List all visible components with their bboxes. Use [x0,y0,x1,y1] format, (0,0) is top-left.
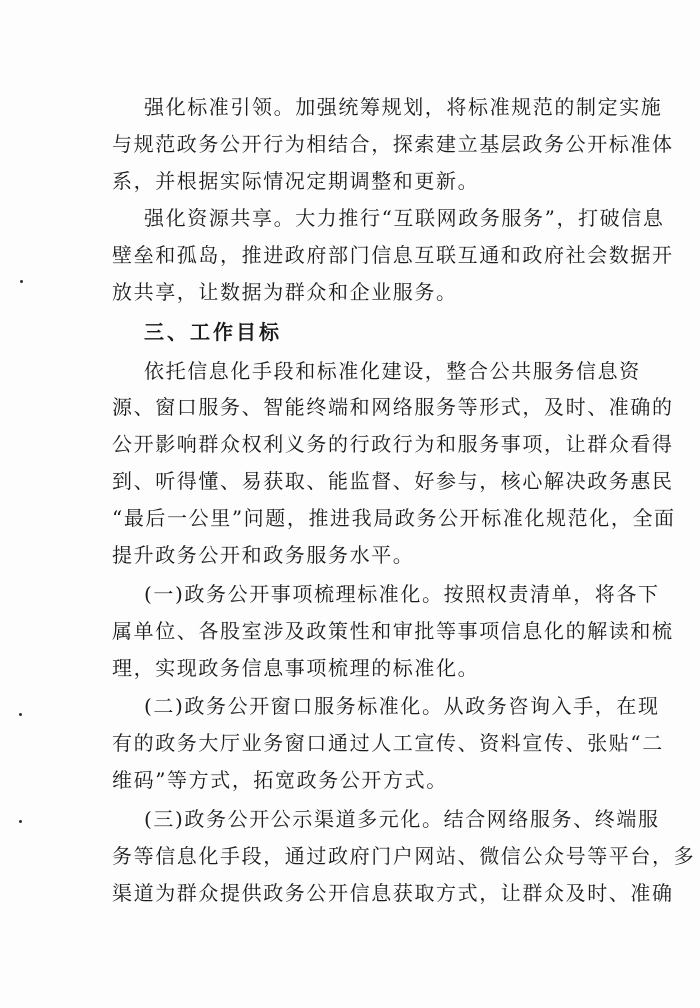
paragraph-line: 理，实现政务信息事项梳理的标准化。 [112,656,480,680]
paragraph-line: 源、窗口服务、智能终端和网络服务等形式，及时、准确的 [112,395,674,419]
section-heading: 三、工作目标 [144,320,282,344]
paragraph-line: “最后一公里”问题，推进我局政务公开标准化规范化，全面 [112,506,676,530]
scan-speck [19,820,22,823]
paragraph-line: (一)政务公开事项梳理标准化。按照权责清单，将各下 [144,582,660,606]
paragraph-line: 渠道为群众提供政务公开信息获取方式，让群众及时、准确 [112,881,674,905]
paragraph-line: 强化资源共享。大力推行“互联网政务服务”，打破信息 [144,206,665,230]
scan-speck [19,713,22,716]
paragraph-line: 依托信息化手段和标准化建设，整合公共服务信息资 [144,359,641,383]
paragraph-line: 维码”等方式，拓宽政务公开方式。 [112,768,448,792]
paragraph-line: 与规范政务公开行为相结合，探索建立基层政务公开标准体 [112,132,674,156]
paragraph-line: 属单位、各股室涉及政策性和审批等事项信息化的解读和梳 [112,619,674,643]
paragraph-line: 系，并根据实际情况定期调整和更新。 [112,169,480,193]
paragraph-line: 到、听得懂、易获取、能监督、好参与，核心解决政务惠民 [112,469,674,493]
paragraph-line: (三)政务公开公示渠道多元化。结合网络服务、终端服 [144,807,660,831]
paragraph-line: 公开影响群众权利义务的行政行为和服务事项，让群众看得 [112,432,674,456]
paragraph-line: 务等信息化手段，通过政府门户网站、微信公众号等平台，多 [112,844,696,868]
paragraph-line: 提升政务公开和政务服务水平。 [112,543,415,567]
paragraph-line: 强化标准引领。加强统筹规划，将标准规范的制定实施 [144,95,663,119]
paragraph-line: 壁垒和孤岛，推进政府部门信息互联互通和政府社会数据开 [112,243,674,267]
scan-speck [20,280,23,283]
paragraph-line: 放共享，让数据为群众和企业服务。 [112,280,458,304]
paragraph-line: 有的政务大厅业务窗口通过人工宣传、资料宣传、张贴“二 [112,731,664,755]
paragraph-line: (二)政务公开窗口服务标准化。从政务咨询入手，在现 [144,694,660,718]
